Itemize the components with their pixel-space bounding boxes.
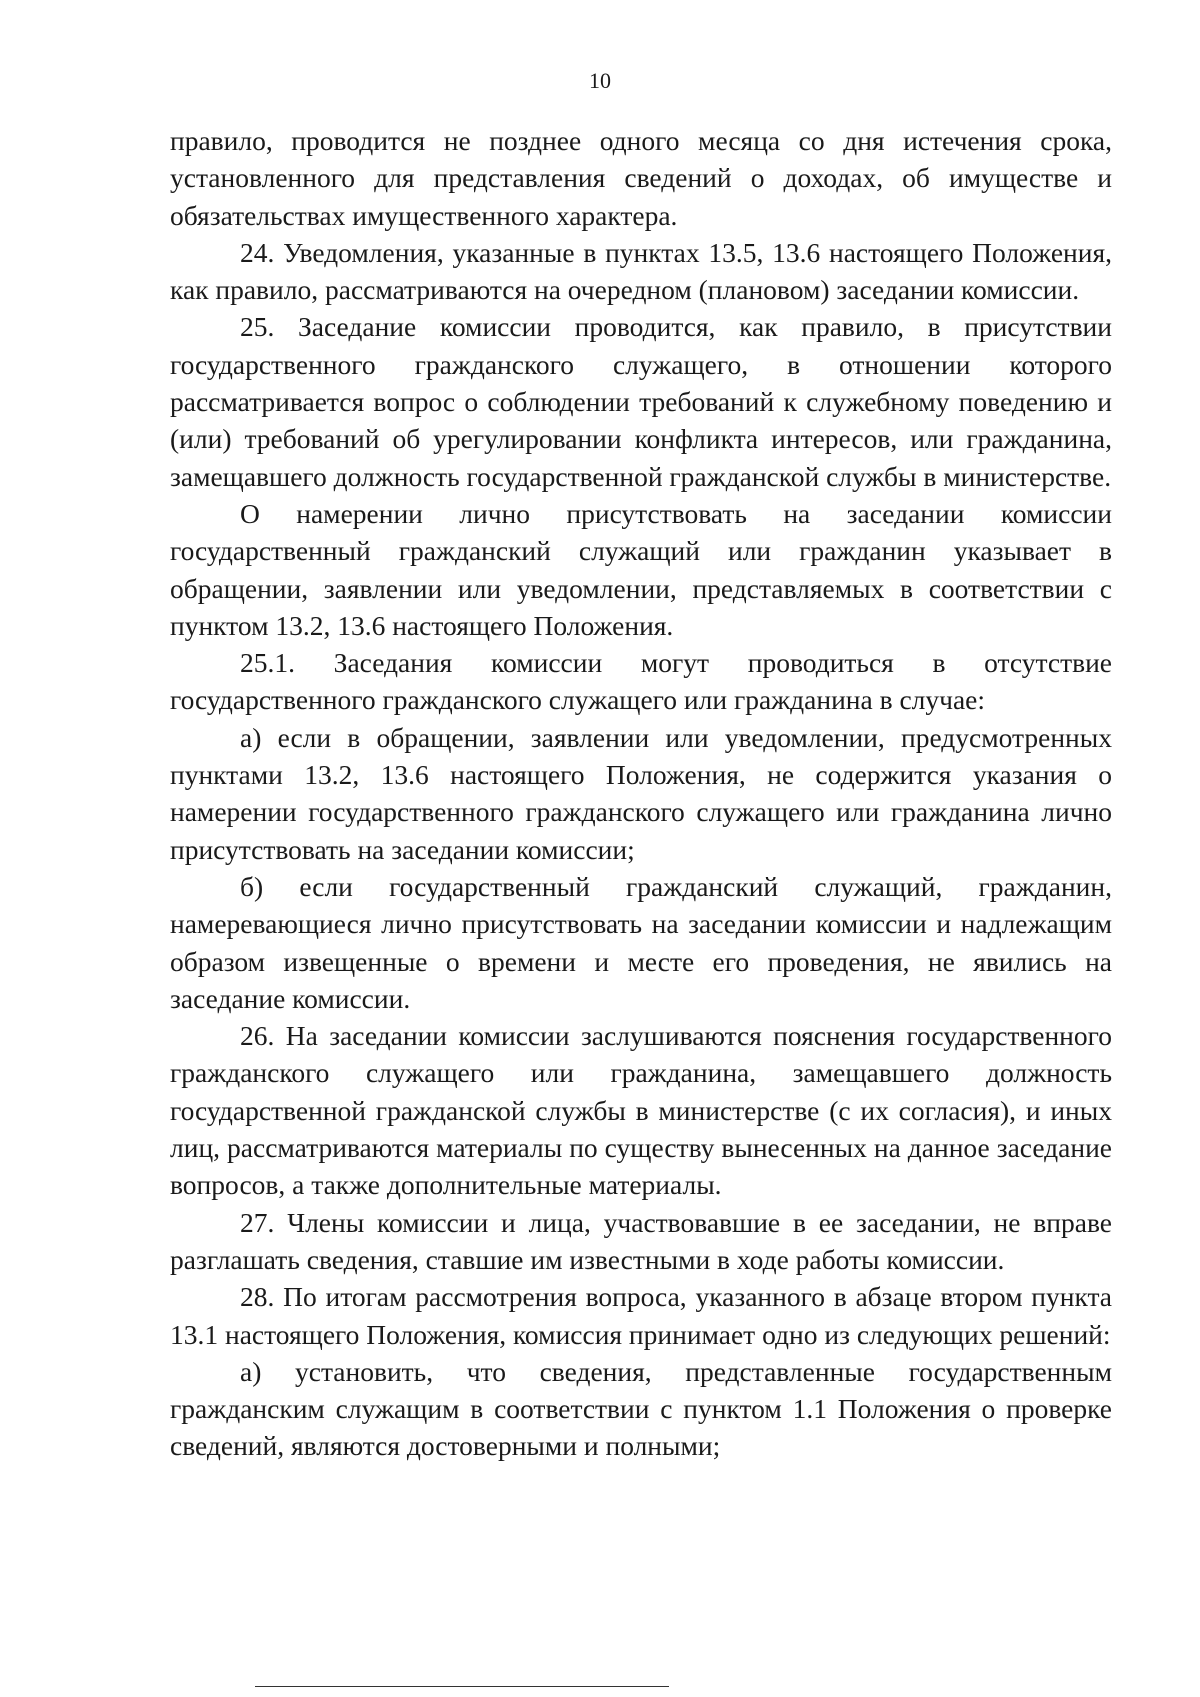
- paragraph-26: 26. На заседании комиссии заслушиваются пояснения государственного гражданского служащего или гражданина, замещавшего должность государственной гражданской службы в министерстве (с их согласия), и иных лиц, рассматриваются материалы по существу вынесенных на данное заседание вопросов, а также дополнительные материалы.: [170, 1020, 1112, 1201]
- paragraph-24: 24. Уведомления, указанные в пунктах 13.5, 13.6 настоящего Положения, как правило, рассматриваются на очередном (плановом) заседании комиссии.: [170, 236, 1112, 306]
- paragraph-25-1-b: б) если государственный гражданский служащий, гражданин, намеревающиеся лично присутствовать на заседании комиссии и надлежащим образом извещенные о времени и месте его проведения, не явились на заседание комиссии.: [170, 870, 1112, 1014]
- paragraph-28: 28. По итогам рассмотрения вопроса, указанного в абзаце втором пункта 13.1 настоящего Положения, комиссия принимает одно из следующих решений:: [170, 1281, 1112, 1350]
- paragraph-25-intent: О намерении лично присутствовать на заседании комиссии государственный гражданский служащий или гражданин указывает в обращении, заявлении или уведомлении, представляемых в соответствии с пунктом 13.2, 13.6 настоящего Положения.: [170, 497, 1112, 641]
- paragraph-28-a: а) установить, что сведения, представленные государственным гражданским служащим в соответствии с пунктом 1.1 Положения о проверке сведений, являются достоверными и полными;: [170, 1355, 1112, 1462]
- footer-divider-line: [255, 1686, 669, 1687]
- page-number: 10: [589, 68, 611, 93]
- paragraph-continuation: правило, проводится не позднее одного месяца со дня истечения срока, установленного для представления сведений о доходах, об имуществе и обязательствах имущественного характера.: [170, 125, 1112, 231]
- paragraph-25: 25. Заседание комиссии проводится, как правило, в присутствии государственного гражданского служащего, в отношении которого рассматривается вопрос о соблюдении требований к служебному поведению и (или) требований об урегулировании конфликта интересов, или гражданина, замещавшего должность государственной гражданской службы в министерстве.: [170, 311, 1112, 492]
- paragraph-27: 27. Члены комиссии и лица, участвовавшие в ее заседании, не вправе разглашать сведения, ставшие им известными в ходе работы комиссии.: [170, 1206, 1112, 1275]
- paragraph-25-1-a: а) если в обращении, заявлении или уведомлении, предусмотренных пунктами 13.2, 13.6 настоящего Положения, не содержится указания о намерении государственного гражданского служащего или гражданина лично присутствовать на заседании комиссии;: [170, 721, 1112, 865]
- document-body: [170, 122, 1112, 1465]
- paragraph-25-1: 25.1. Заседания комиссии могут проводиться в отсутствие государственного гражданского служащего или гражданина в случае:: [170, 647, 1112, 716]
